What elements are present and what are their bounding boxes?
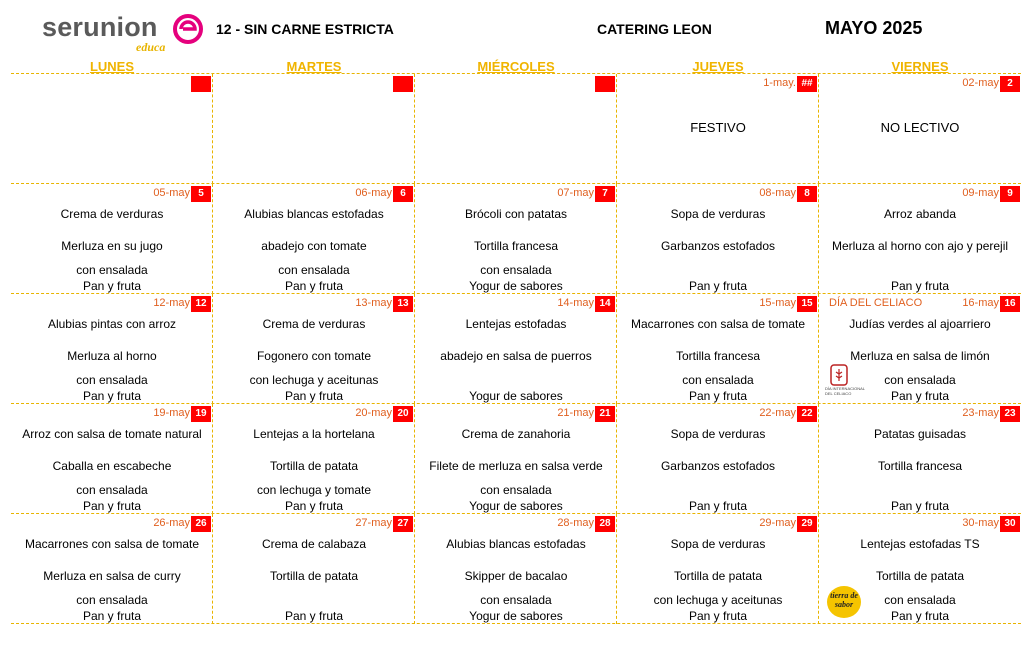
dessert: Pan y fruta (82, 499, 142, 513)
side-dish: con ensalada (480, 593, 552, 607)
dessert: Pan y fruta (688, 609, 748, 623)
day-cell (415, 184, 617, 294)
day-note: NO LECTIVO (880, 120, 960, 135)
dessert: Pan y fruta (688, 389, 748, 403)
first-course: Alubias blancas estofadas (446, 537, 586, 551)
day-number-badge: 28 (595, 516, 615, 532)
side-dish: con ensalada (884, 373, 956, 387)
day-date: 23-may (962, 407, 999, 419)
day-cell (617, 184, 819, 294)
day-date: 05-may (153, 187, 190, 199)
first-course: Crema de verduras (262, 317, 366, 331)
dessert: Pan y fruta (284, 499, 344, 513)
day-date: 09-may (962, 187, 999, 199)
empty-day-marker (595, 76, 615, 92)
first-course: Sopa de verduras (670, 207, 766, 221)
day-date: 26-may (153, 517, 190, 529)
day-cell (11, 74, 213, 184)
first-course: Macarrones con salsa de tomate (630, 317, 806, 331)
day-number-badge: 23 (1000, 406, 1020, 422)
side-dish: con ensalada (76, 593, 148, 607)
side-dish: con lechuga y aceitunas (653, 593, 783, 607)
dessert: Pan y fruta (284, 609, 344, 623)
dessert: Pan y fruta (890, 499, 950, 513)
first-course: Sopa de verduras (670, 537, 766, 551)
weekday-header: JUEVES (692, 59, 744, 74)
day-cell (213, 74, 415, 184)
day-date: 07-may (557, 187, 594, 199)
day-date: 13-may (355, 297, 392, 309)
tierra-de-sabor-logo (825, 584, 863, 620)
day-number-badge: 16 (1000, 296, 1020, 312)
brand-swirl-icon (173, 14, 203, 44)
day-date: 30-may (962, 517, 999, 529)
day-cell (213, 294, 415, 404)
day-date: 16-may (962, 297, 999, 309)
dessert: Pan y fruta (890, 389, 950, 403)
second-course: Merluza al horno con ajo y perejil (831, 239, 1009, 253)
side-dish: con ensalada (76, 373, 148, 387)
day-date: 22-may (759, 407, 796, 419)
dessert: Yogur de sabores (469, 279, 563, 293)
day-note: FESTIVO (690, 120, 746, 135)
weekday-header: MARTES (286, 59, 342, 74)
day-date: 29-may (759, 517, 796, 529)
day-cell (617, 404, 819, 514)
dessert: Pan y fruta (688, 279, 748, 293)
side-dish: con lechuga y tomate (256, 483, 372, 497)
day-cell (11, 294, 213, 404)
day-cell (617, 514, 819, 624)
second-course: Merluza al horno (67, 349, 157, 363)
day-date: 28-may (557, 517, 594, 529)
dessert: Pan y fruta (82, 389, 142, 403)
day-cell (415, 74, 617, 184)
day-number-badge: 22 (797, 406, 817, 422)
week-row (11, 294, 1021, 404)
day-date: 06-may (355, 187, 392, 199)
empty-day-marker (191, 76, 211, 92)
second-course: Merluza en salsa de curry (43, 569, 181, 583)
day-date: 15-may (759, 297, 796, 309)
day-date: 19-may (153, 407, 190, 419)
menu-name: 12 - SIN CARNE ESTRICTA (216, 21, 394, 37)
day-number-badge: 14 (595, 296, 615, 312)
day-cell (213, 184, 415, 294)
first-course: Lentejas estofadas (465, 317, 567, 331)
first-course: Patatas guisadas (873, 427, 967, 441)
brand-name: serunion (42, 12, 158, 42)
second-course: Merluza en su jugo (61, 239, 163, 253)
day-number-badge: 6 (393, 186, 413, 202)
month-title: MAYO 2025 (825, 18, 923, 38)
dessert: Pan y fruta (890, 609, 950, 623)
side-dish: con ensalada (480, 263, 552, 277)
day-cell (213, 404, 415, 514)
day-cell (415, 294, 617, 404)
second-course: Tortilla de patata (673, 569, 763, 583)
side-dish: con ensalada (480, 483, 552, 497)
first-course: Alubias pintas con arroz (47, 317, 177, 331)
day-number-badge: 9 (1000, 186, 1020, 202)
side-dish: con ensalada (884, 593, 956, 607)
catering-name: CATERING LEON (597, 21, 712, 37)
day-cell (819, 184, 1021, 294)
dessert: Pan y fruta (284, 279, 344, 293)
first-course: Lentejas a la hortelana (253, 427, 375, 441)
side-dish: con ensalada (278, 263, 350, 277)
week-row (11, 74, 1021, 184)
second-course: Filete de merluza en salsa verde (429, 459, 603, 473)
day-number-badge: 21 (595, 406, 615, 422)
first-course: Sopa de verduras (670, 427, 766, 441)
second-course: Caballa en escabeche (52, 459, 172, 473)
menu-header (0, 0, 1028, 60)
dessert: Yogur de sabores (469, 609, 563, 623)
day-cell (415, 514, 617, 624)
day-date: 14-may (557, 297, 594, 309)
first-course: Arroz con salsa de tomate natural (22, 427, 202, 441)
side-dish: con lechuga y aceitunas (249, 373, 379, 387)
day-date: 08-may (759, 187, 796, 199)
day-date: 12-may (153, 297, 190, 309)
day-date: 02-may (962, 77, 999, 89)
second-course: Garbanzos estofados (660, 239, 776, 253)
dessert: Pan y fruta (284, 389, 344, 403)
day-cell (617, 74, 819, 184)
day-number-badge: 8 (797, 186, 817, 202)
day-number-badge: 30 (1000, 516, 1020, 532)
special-day-label: DÍA DEL CELIACO (829, 297, 923, 309)
second-course: Tortilla de patata (875, 569, 965, 583)
day-cell (11, 404, 213, 514)
weekday-header: LUNES (89, 59, 135, 74)
first-course: Brócoli con patatas (464, 207, 568, 221)
day-cell (819, 74, 1021, 184)
day-cell (213, 514, 415, 624)
day-number-badge: 2 (1000, 76, 1020, 92)
day-number-badge: 26 (191, 516, 211, 532)
weekday-header-row (11, 59, 1021, 74)
day-number-badge: 7 (595, 186, 615, 202)
day-cell (11, 184, 213, 294)
day-number-badge: 19 (191, 406, 211, 422)
week-row (11, 514, 1021, 624)
day-cell (11, 514, 213, 624)
dessert: Pan y fruta (688, 499, 748, 513)
day-date: 20-may (355, 407, 392, 419)
day-cell (819, 294, 1021, 404)
first-course: Macarrones con salsa de tomate (24, 537, 200, 551)
side-dish: con ensalada (76, 483, 148, 497)
second-course: abadejo con tomate (261, 239, 367, 253)
tierra-de-sabor-text: tierra de sabor (830, 591, 858, 609)
weekday-header: MIÉRCOLES (477, 59, 555, 74)
day-number-badge: 27 (393, 516, 413, 532)
week-row (11, 404, 1021, 514)
side-dish: con ensalada (682, 373, 754, 387)
day-cell (819, 514, 1021, 624)
dessert: Yogur de sabores (469, 499, 563, 513)
celiac-logo-caption: DÍA INTERNACIONAL DEL CELIACO (825, 386, 865, 396)
day-date: 27-may (355, 517, 392, 529)
second-course: Garbanzos estofados (660, 459, 776, 473)
first-course: Arroz abanda (883, 207, 957, 221)
second-course: Tortilla francesa (877, 459, 963, 473)
week-row (11, 184, 1021, 294)
dessert: Pan y fruta (82, 279, 142, 293)
day-number-badge: 15 (797, 296, 817, 312)
first-course: Alubias blancas estofadas (244, 207, 384, 221)
day-cell (819, 404, 1021, 514)
day-date: 1-may. (763, 77, 796, 89)
day-number-badge: 29 (797, 516, 817, 532)
day-number-badge: ## (797, 76, 817, 92)
weekday-header: VIERNES (891, 59, 949, 74)
brand-sub: educa (136, 40, 166, 54)
day-number-badge: 13 (393, 296, 413, 312)
second-course: Tortilla de patata (269, 459, 359, 473)
first-course: Lentejas estofadas TS (860, 537, 980, 551)
second-course: Tortilla francesa (675, 349, 761, 363)
day-date: 21-may (557, 407, 594, 419)
day-cell (617, 294, 819, 404)
empty-day-marker (393, 76, 413, 92)
first-course: Crema de zanahoria (461, 427, 571, 441)
dessert: Pan y fruta (890, 279, 950, 293)
first-course: Judías verdes al ajoarriero (849, 317, 991, 331)
day-number-badge: 20 (393, 406, 413, 422)
first-course: Crema de calabaza (261, 537, 367, 551)
serunion-logo (42, 10, 212, 54)
day-cell (415, 404, 617, 514)
day-number-badge: 5 (191, 186, 211, 202)
second-course: Fogonero con tomate (256, 349, 372, 363)
second-course: Skipper de bacalao (464, 569, 568, 583)
second-course: Merluza en salsa de limón (850, 349, 990, 363)
second-course: abadejo en salsa de puerros (440, 349, 592, 363)
dessert: Pan y fruta (82, 609, 142, 623)
first-course: Crema de verduras (60, 207, 164, 221)
celiac-day-logo (825, 364, 865, 400)
dessert: Yogur de sabores (469, 389, 563, 403)
side-dish: con ensalada (76, 263, 148, 277)
day-number-badge: 12 (191, 296, 211, 312)
second-course: Tortilla de patata (269, 569, 359, 583)
second-course: Tortilla francesa (473, 239, 559, 253)
